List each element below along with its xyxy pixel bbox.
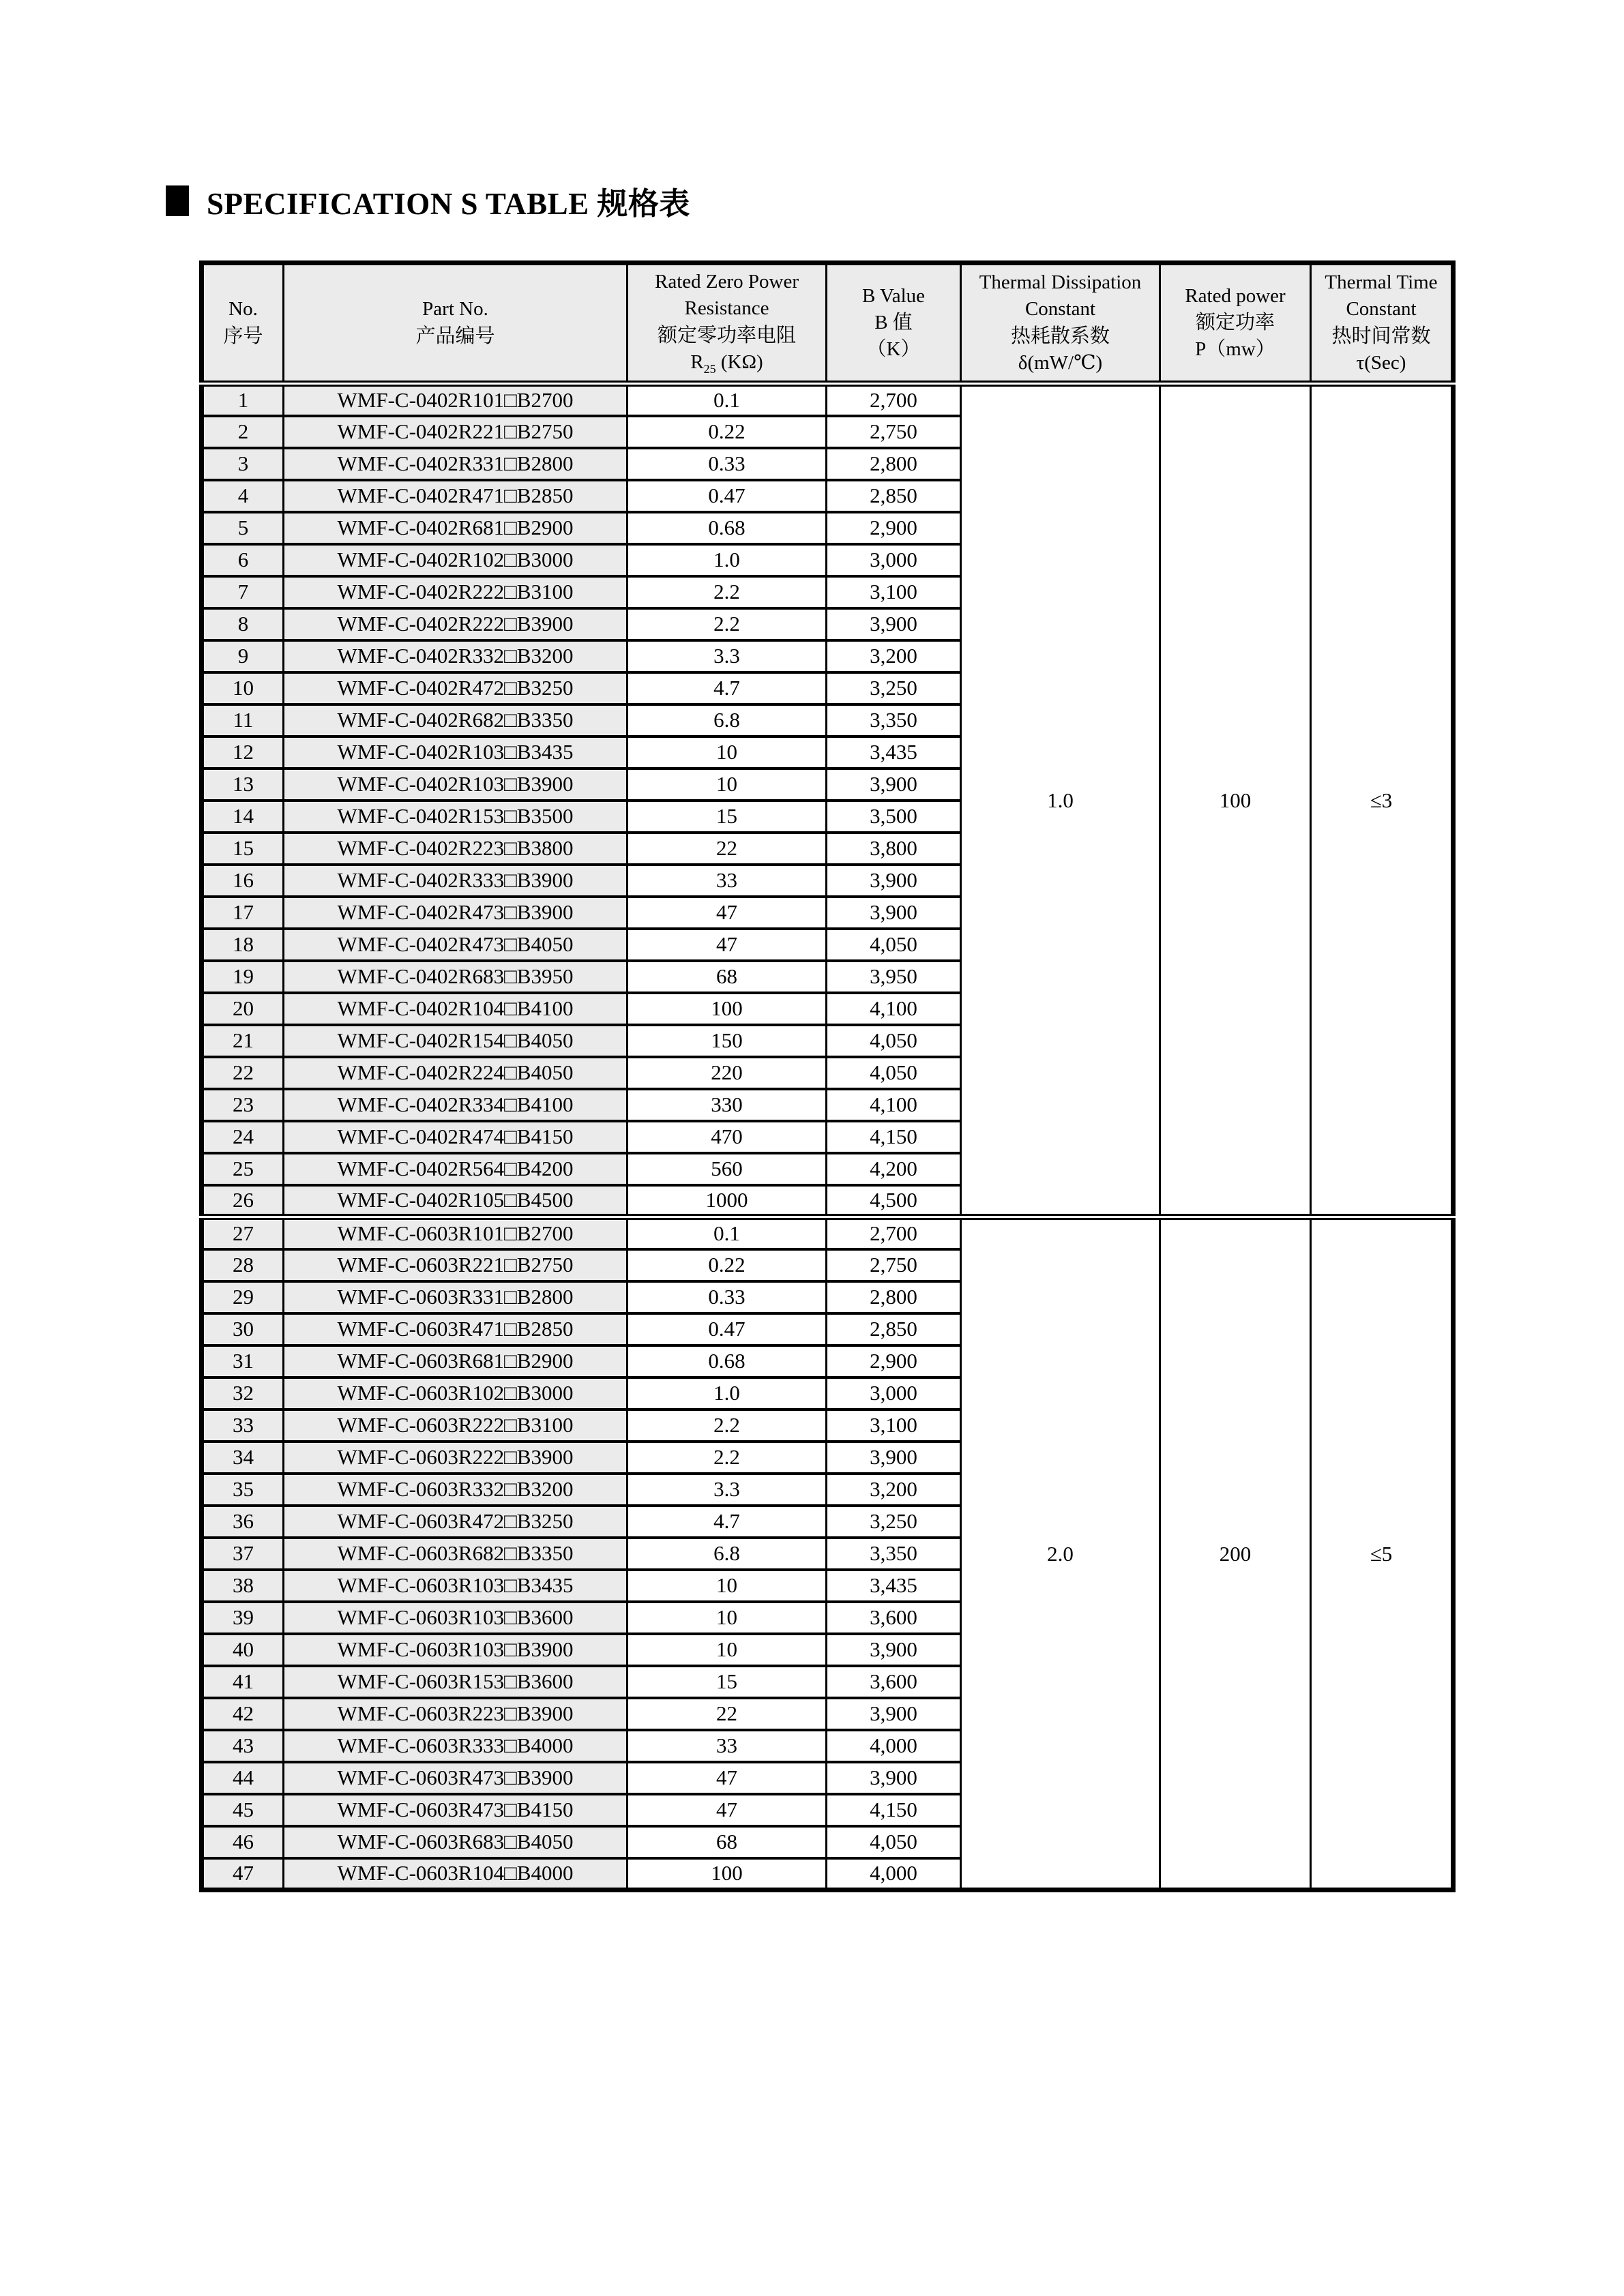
resistance-cell: 10 bbox=[628, 736, 827, 769]
resistance-cell: 1.0 bbox=[628, 544, 827, 576]
resistance-cell: 0.33 bbox=[628, 448, 827, 480]
b-value-cell: 4,200 bbox=[827, 1153, 961, 1185]
no-cell: 19 bbox=[202, 961, 284, 993]
resistance-cell: 22 bbox=[628, 833, 827, 865]
resistance-cell: 6.8 bbox=[628, 1538, 827, 1570]
b-value-cell: 3,900 bbox=[827, 1698, 961, 1730]
header-b-value bbox=[827, 263, 961, 384]
no-cell: 22 bbox=[202, 1057, 284, 1089]
no-cell: 11 bbox=[202, 704, 284, 736]
header-line: 序号 bbox=[223, 325, 263, 347]
resistance-cell: 0.33 bbox=[628, 1281, 827, 1313]
part-no-cell: WMF-C-0603R683□B4050 bbox=[284, 1826, 628, 1858]
no-cell: 47 bbox=[202, 1858, 284, 1890]
no-cell: 15 bbox=[202, 833, 284, 865]
no-cell: 21 bbox=[202, 1025, 284, 1057]
b-value-cell: 4,100 bbox=[827, 993, 961, 1025]
no-cell: 45 bbox=[202, 1794, 284, 1826]
part-no-cell: WMF-C-0402R103□B3435 bbox=[284, 736, 628, 769]
header-line: 产品编号 bbox=[415, 325, 495, 347]
resistance-cell: 0.22 bbox=[628, 1249, 827, 1281]
header-line: 额定零功率电阻 bbox=[657, 324, 796, 346]
no-cell: 35 bbox=[202, 1474, 284, 1506]
b-value-cell: 2,800 bbox=[827, 1281, 961, 1313]
resistance-cell: 0.22 bbox=[628, 416, 827, 448]
b-value-cell: 3,950 bbox=[827, 961, 961, 993]
header-line: 热耗散系数 bbox=[1010, 325, 1110, 347]
part-no-cell: WMF-C-0402R472□B3250 bbox=[284, 672, 628, 704]
no-cell: 30 bbox=[202, 1313, 284, 1345]
header-line: 热时间常数 bbox=[1331, 325, 1431, 347]
dissipation-cell: 1.0 bbox=[961, 384, 1160, 1217]
no-cell: 24 bbox=[202, 1121, 284, 1153]
part-no-cell: WMF-C-0402R105□B4500 bbox=[284, 1185, 628, 1217]
resistance-cell: 330 bbox=[628, 1089, 827, 1121]
header-line: 额定功率 bbox=[1195, 311, 1275, 333]
part-no-cell: WMF-C-0603R333□B4000 bbox=[284, 1730, 628, 1762]
b-value-cell: 4,150 bbox=[827, 1794, 961, 1826]
resistance-cell: 2.2 bbox=[628, 1410, 827, 1442]
resistance-cell: 560 bbox=[628, 1153, 827, 1185]
b-value-cell: 2,900 bbox=[827, 1345, 961, 1377]
header-line-r25 bbox=[628, 349, 825, 377]
b-value-cell: 4,050 bbox=[827, 1025, 961, 1057]
rated-power-cell: 200 bbox=[1160, 1217, 1311, 1890]
header-line: Rated Zero Power bbox=[655, 271, 799, 293]
no-cell: 17 bbox=[202, 897, 284, 929]
header-line: Thermal Time bbox=[1325, 271, 1438, 294]
time-constant-cell: ≤3 bbox=[1311, 384, 1453, 1217]
part-no-cell: WMF-C-0603R221□B2750 bbox=[284, 1249, 628, 1281]
no-cell: 13 bbox=[202, 769, 284, 801]
header-line: Constant bbox=[1024, 298, 1096, 320]
spec-table-body bbox=[202, 384, 1453, 1890]
part-no-cell: WMF-C-0402R222□B3100 bbox=[284, 576, 628, 608]
header-line: τ(Sec) bbox=[1356, 351, 1406, 374]
header-part-no bbox=[284, 263, 628, 384]
b-value-cell: 3,900 bbox=[827, 865, 961, 897]
no-cell: 32 bbox=[202, 1377, 284, 1410]
b-value-cell: 3,900 bbox=[827, 1442, 961, 1474]
part-no-cell: WMF-C-0402R331□B2800 bbox=[284, 448, 628, 480]
table-row bbox=[202, 384, 1453, 416]
part-no-cell: WMF-C-0402R222□B3900 bbox=[284, 608, 628, 640]
no-cell: 41 bbox=[202, 1666, 284, 1698]
b-value-cell: 3,900 bbox=[827, 608, 961, 640]
resistance-cell: 100 bbox=[628, 993, 827, 1025]
no-cell: 6 bbox=[202, 544, 284, 576]
b-value-cell: 3,900 bbox=[827, 897, 961, 929]
b-value-cell: 3,900 bbox=[827, 1634, 961, 1666]
resistance-cell: 0.68 bbox=[628, 512, 827, 544]
part-no-cell: WMF-C-0402R332□B3200 bbox=[284, 640, 628, 672]
b-value-cell: 3,200 bbox=[827, 1474, 961, 1506]
no-cell: 28 bbox=[202, 1249, 284, 1281]
no-cell: 18 bbox=[202, 929, 284, 961]
no-cell: 31 bbox=[202, 1345, 284, 1377]
header-line: P（mw） bbox=[1195, 338, 1275, 361]
part-no-cell: WMF-C-0402R564□B4200 bbox=[284, 1153, 628, 1185]
header-line: δ(mW/℃) bbox=[1018, 351, 1103, 374]
part-no-cell: WMF-C-0402R473□B4050 bbox=[284, 929, 628, 961]
b-value-cell: 2,700 bbox=[827, 1217, 961, 1249]
resistance-cell: 4.7 bbox=[628, 672, 827, 704]
resistance-cell: 0.68 bbox=[628, 1345, 827, 1377]
header-rated-power bbox=[1160, 263, 1311, 384]
no-cell: 42 bbox=[202, 1698, 284, 1730]
resistance-cell: 6.8 bbox=[628, 704, 827, 736]
no-cell: 5 bbox=[202, 512, 284, 544]
no-cell: 27 bbox=[202, 1217, 284, 1249]
no-cell: 12 bbox=[202, 736, 284, 769]
resistance-cell: 10 bbox=[628, 769, 827, 801]
no-cell: 33 bbox=[202, 1410, 284, 1442]
no-cell: 14 bbox=[202, 801, 284, 833]
resistance-cell: 47 bbox=[628, 897, 827, 929]
b-value-cell: 4,100 bbox=[827, 1089, 961, 1121]
resistance-cell: 15 bbox=[628, 1666, 827, 1698]
part-no-cell: WMF-C-0603R223□B3900 bbox=[284, 1698, 628, 1730]
resistance-cell: 22 bbox=[628, 1698, 827, 1730]
part-no-cell: WMF-C-0603R153□B3600 bbox=[284, 1666, 628, 1698]
part-no-cell: WMF-C-0402R102□B3000 bbox=[284, 544, 628, 576]
part-no-cell: WMF-C-0603R103□B3600 bbox=[284, 1602, 628, 1634]
part-no-cell: WMF-C-0402R104□B4100 bbox=[284, 993, 628, 1025]
resistance-cell: 47 bbox=[628, 1762, 827, 1794]
resistance-cell: 0.1 bbox=[628, 1217, 827, 1249]
resistance-cell: 220 bbox=[628, 1057, 827, 1089]
part-no-cell: WMF-C-0603R332□B3200 bbox=[284, 1474, 628, 1506]
b-value-cell: 2,750 bbox=[827, 416, 961, 448]
section-title-text: SPECIFICATION S TABLE 规格表 bbox=[207, 187, 690, 221]
resistance-cell: 33 bbox=[628, 1730, 827, 1762]
no-cell: 44 bbox=[202, 1762, 284, 1794]
part-no-cell: WMF-C-0603R472□B3250 bbox=[284, 1506, 628, 1538]
resistance-cell: 470 bbox=[628, 1121, 827, 1153]
b-value-cell: 3,000 bbox=[827, 1377, 961, 1410]
resistance-cell: 10 bbox=[628, 1570, 827, 1602]
header-line: Constant bbox=[1346, 298, 1417, 320]
part-no-cell: WMF-C-0603R473□B4150 bbox=[284, 1794, 628, 1826]
part-no-cell: WMF-C-0402R153□B3500 bbox=[284, 801, 628, 833]
part-no-cell: WMF-C-0402R474□B4150 bbox=[284, 1121, 628, 1153]
b-value-cell: 3,900 bbox=[827, 769, 961, 801]
b-value-cell: 2,900 bbox=[827, 512, 961, 544]
header-line: B 值 bbox=[874, 311, 913, 333]
no-cell: 29 bbox=[202, 1281, 284, 1313]
no-cell: 10 bbox=[202, 672, 284, 704]
no-cell: 9 bbox=[202, 640, 284, 672]
b-value-cell: 2,800 bbox=[827, 448, 961, 480]
no-cell: 26 bbox=[202, 1185, 284, 1217]
b-value-cell: 3,350 bbox=[827, 1538, 961, 1570]
resistance-cell: 10 bbox=[628, 1634, 827, 1666]
resistance-cell: 100 bbox=[628, 1858, 827, 1890]
section-title bbox=[166, 179, 690, 223]
b-value-cell: 3,100 bbox=[827, 1410, 961, 1442]
resistance-cell: 150 bbox=[628, 1025, 827, 1057]
part-no-cell: WMF-C-0402R682□B3350 bbox=[284, 704, 628, 736]
part-no-cell: WMF-C-0603R104□B4000 bbox=[284, 1858, 628, 1890]
b-value-cell: 3,500 bbox=[827, 801, 961, 833]
b-value-cell: 4,050 bbox=[827, 929, 961, 961]
resistance-cell: 0.1 bbox=[628, 384, 827, 416]
part-no-cell: WMF-C-0603R222□B3100 bbox=[284, 1410, 628, 1442]
resistance-cell: 33 bbox=[628, 865, 827, 897]
part-no-cell: WMF-C-0603R103□B3900 bbox=[284, 1634, 628, 1666]
b-value-cell: 3,600 bbox=[827, 1602, 961, 1634]
r-subscript: 25 bbox=[703, 361, 716, 376]
resistance-cell: 68 bbox=[628, 961, 827, 993]
rated-power-cell: 100 bbox=[1160, 384, 1311, 1217]
header-line: Resistance bbox=[684, 297, 769, 320]
resistance-cell: 4.7 bbox=[628, 1506, 827, 1538]
header-line: No. bbox=[228, 298, 258, 320]
r-symbol: R bbox=[690, 351, 704, 373]
b-value-cell: 3,435 bbox=[827, 1570, 961, 1602]
resistance-cell: 3.3 bbox=[628, 1474, 827, 1506]
header-line: Rated power bbox=[1185, 284, 1286, 307]
resistance-cell: 47 bbox=[628, 1794, 827, 1826]
no-cell: 36 bbox=[202, 1506, 284, 1538]
b-value-cell: 3,900 bbox=[827, 1762, 961, 1794]
resistance-cell: 2.2 bbox=[628, 576, 827, 608]
no-cell: 37 bbox=[202, 1538, 284, 1570]
b-value-cell: 2,850 bbox=[827, 480, 961, 512]
no-cell: 38 bbox=[202, 1570, 284, 1602]
part-no-cell: WMF-C-0402R103□B3900 bbox=[284, 769, 628, 801]
header-line: （K） bbox=[866, 338, 921, 361]
b-value-cell: 2,850 bbox=[827, 1313, 961, 1345]
b-value-cell: 3,600 bbox=[827, 1666, 961, 1698]
part-no-cell: WMF-C-0402R471□B2850 bbox=[284, 480, 628, 512]
b-value-cell: 3,350 bbox=[827, 704, 961, 736]
b-value-cell: 4,150 bbox=[827, 1121, 961, 1153]
header-line: Part No. bbox=[422, 298, 488, 320]
no-cell: 16 bbox=[202, 865, 284, 897]
no-cell: 2 bbox=[202, 416, 284, 448]
time-constant-cell: ≤5 bbox=[1311, 1217, 1453, 1890]
resistance-cell: 3.3 bbox=[628, 640, 827, 672]
resistance-cell: 15 bbox=[628, 801, 827, 833]
resistance-cell: 1.0 bbox=[628, 1377, 827, 1410]
no-cell: 4 bbox=[202, 480, 284, 512]
b-value-cell: 3,100 bbox=[827, 576, 961, 608]
b-value-cell: 4,500 bbox=[827, 1185, 961, 1217]
part-no-cell: WMF-C-0603R473□B3900 bbox=[284, 1762, 628, 1794]
header-no bbox=[202, 263, 284, 384]
b-value-cell: 2,700 bbox=[827, 384, 961, 416]
part-no-cell: WMF-C-0603R331□B2800 bbox=[284, 1281, 628, 1313]
specifications-table bbox=[199, 260, 1456, 1892]
b-value-cell: 2,750 bbox=[827, 1249, 961, 1281]
no-cell: 1 bbox=[202, 384, 284, 416]
table-row bbox=[202, 1217, 1453, 1249]
part-no-cell: WMF-C-0402R224□B4050 bbox=[284, 1057, 628, 1089]
b-value-cell: 4,000 bbox=[827, 1858, 961, 1890]
no-cell: 34 bbox=[202, 1442, 284, 1474]
header-thermal-time bbox=[1311, 263, 1453, 384]
no-cell: 7 bbox=[202, 576, 284, 608]
header-resistance bbox=[628, 263, 827, 384]
no-cell: 46 bbox=[202, 1826, 284, 1858]
part-no-cell: WMF-C-0603R682□B3350 bbox=[284, 1538, 628, 1570]
resistance-cell: 0.47 bbox=[628, 480, 827, 512]
b-value-cell: 3,435 bbox=[827, 736, 961, 769]
resistance-cell: 2.2 bbox=[628, 608, 827, 640]
part-no-cell: WMF-C-0402R333□B3900 bbox=[284, 865, 628, 897]
header-thermal-dissipation bbox=[961, 263, 1160, 384]
header-line: B Value bbox=[861, 284, 926, 307]
part-no-cell: WMF-C-0402R154□B4050 bbox=[284, 1025, 628, 1057]
no-cell: 25 bbox=[202, 1153, 284, 1185]
b-value-cell: 3,800 bbox=[827, 833, 961, 865]
no-cell: 39 bbox=[202, 1602, 284, 1634]
part-no-cell: WMF-C-0603R681□B2900 bbox=[284, 1345, 628, 1377]
part-no-cell: WMF-C-0603R222□B3900 bbox=[284, 1442, 628, 1474]
part-no-cell: WMF-C-0402R683□B3950 bbox=[284, 961, 628, 993]
part-no-cell: WMF-C-0402R334□B4100 bbox=[284, 1089, 628, 1121]
title-bullet-icon bbox=[166, 185, 189, 216]
resistance-cell: 47 bbox=[628, 929, 827, 961]
b-value-cell: 3,000 bbox=[827, 544, 961, 576]
part-no-cell: WMF-C-0402R101□B2700 bbox=[284, 384, 628, 416]
no-cell: 8 bbox=[202, 608, 284, 640]
part-no-cell: WMF-C-0603R103□B3435 bbox=[284, 1570, 628, 1602]
header-row bbox=[202, 263, 1453, 384]
no-cell: 20 bbox=[202, 993, 284, 1025]
no-cell: 3 bbox=[202, 448, 284, 480]
r-unit: (KΩ) bbox=[715, 351, 763, 373]
part-no-cell: WMF-C-0603R101□B2700 bbox=[284, 1217, 628, 1249]
header-line: Thermal Dissipation bbox=[979, 271, 1142, 294]
part-no-cell: WMF-C-0402R681□B2900 bbox=[284, 512, 628, 544]
part-no-cell: WMF-C-0402R221□B2750 bbox=[284, 416, 628, 448]
no-cell: 43 bbox=[202, 1730, 284, 1762]
resistance-cell: 10 bbox=[628, 1602, 827, 1634]
part-no-cell: WMF-C-0402R223□B3800 bbox=[284, 833, 628, 865]
b-value-cell: 3,250 bbox=[827, 672, 961, 704]
b-value-cell: 3,250 bbox=[827, 1506, 961, 1538]
part-no-cell: WMF-C-0603R102□B3000 bbox=[284, 1377, 628, 1410]
part-no-cell: WMF-C-0402R473□B3900 bbox=[284, 897, 628, 929]
b-value-cell: 4,050 bbox=[827, 1826, 961, 1858]
no-cell: 23 bbox=[202, 1089, 284, 1121]
dissipation-cell: 2.0 bbox=[961, 1217, 1160, 1890]
no-cell: 40 bbox=[202, 1634, 284, 1666]
resistance-cell: 1000 bbox=[628, 1185, 827, 1217]
b-value-cell: 4,000 bbox=[827, 1730, 961, 1762]
part-no-cell: WMF-C-0603R471□B2850 bbox=[284, 1313, 628, 1345]
resistance-cell: 2.2 bbox=[628, 1442, 827, 1474]
resistance-cell: 0.47 bbox=[628, 1313, 827, 1345]
b-value-cell: 4,050 bbox=[827, 1057, 961, 1089]
b-value-cell: 3,200 bbox=[827, 640, 961, 672]
resistance-cell: 68 bbox=[628, 1826, 827, 1858]
